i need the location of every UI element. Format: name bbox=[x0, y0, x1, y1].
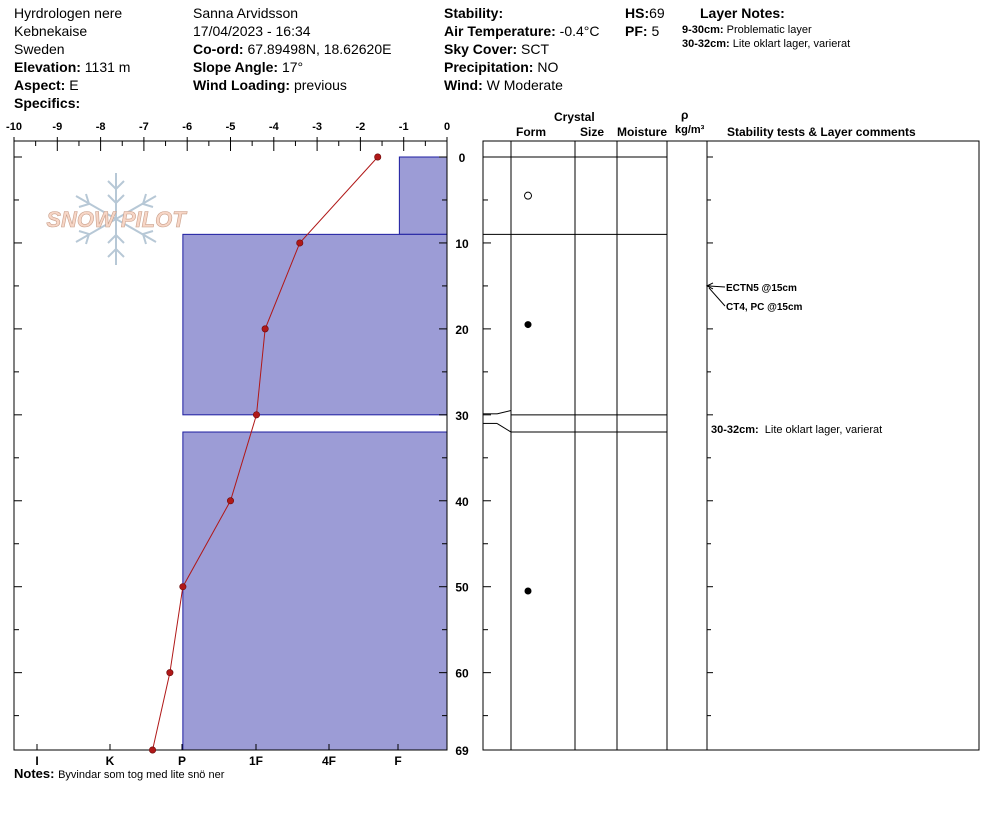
temperature-point bbox=[227, 498, 233, 504]
datetime: 17/04/2023 - 16:34 bbox=[193, 23, 311, 39]
pf: PF: 5 bbox=[625, 23, 660, 39]
temperature-point bbox=[262, 326, 268, 332]
right-plot-frame bbox=[483, 141, 979, 750]
temperature-point bbox=[167, 669, 173, 675]
temp-tick-label: -2 bbox=[355, 121, 366, 133]
temp-tick-label: -10 bbox=[6, 121, 22, 133]
hardness-tick-label: 1F bbox=[248, 754, 264, 768]
layer-connector bbox=[497, 411, 511, 414]
stability-test-2: CT4, PC @15cm bbox=[726, 302, 803, 313]
temp-tick-label: -4 bbox=[268, 121, 279, 133]
grain-open-circle-icon bbox=[525, 192, 532, 199]
temp-tick-label: 0 bbox=[443, 121, 451, 133]
depth-tick-label: 20 bbox=[455, 322, 469, 337]
depth-tick-label: 60 bbox=[455, 666, 469, 681]
elevation: Elevation: 1131 m bbox=[14, 59, 131, 75]
wind: Wind: W Moderate bbox=[444, 77, 563, 93]
temperature-point bbox=[149, 747, 155, 753]
depth-tick-label: 10 bbox=[455, 236, 469, 251]
wind-loading: Wind Loading: previous bbox=[193, 77, 347, 93]
stability: Stability: bbox=[444, 5, 504, 21]
area: Kebnekaise bbox=[14, 23, 88, 39]
coordinates: Co-ord: 67.89498N, 18.62620E bbox=[193, 41, 392, 57]
depth-tick-label: 50 bbox=[455, 580, 469, 595]
snowpilot-logo-text: SNOW PILOT bbox=[46, 207, 186, 232]
layer-note-1: 9-30cm: Problematic layer bbox=[682, 24, 812, 36]
air-temperature: Air Temperature: -0.4°C bbox=[444, 23, 600, 39]
grain-filled-circle-icon bbox=[525, 321, 532, 328]
temp-tick-label: -1 bbox=[398, 121, 409, 133]
specifics: Specifics: bbox=[14, 95, 81, 111]
temp-tick-label: -9 bbox=[52, 121, 63, 133]
depth-tick-label: 69 bbox=[455, 744, 469, 758]
hardness-layer-0 bbox=[399, 157, 447, 234]
stability-test-1: ECTN5 @15cm bbox=[726, 283, 797, 294]
depth-tick-label: 0 bbox=[458, 151, 466, 165]
hardness-layer-2 bbox=[183, 432, 447, 750]
hs: HS:69 bbox=[625, 5, 665, 21]
form-header: Form bbox=[516, 125, 546, 139]
temp-tick-label: -3 bbox=[312, 121, 322, 133]
country: Sweden bbox=[14, 41, 65, 57]
temperature-point bbox=[253, 412, 259, 418]
slope-angle: Slope Angle: 17° bbox=[193, 59, 304, 75]
temperature-point bbox=[375, 154, 381, 160]
hardness-tick-label: P bbox=[177, 754, 187, 768]
hardness-tick-label: F bbox=[394, 754, 402, 768]
depth-tick-label: 30 bbox=[455, 408, 469, 423]
moisture-header: Moisture bbox=[617, 125, 668, 139]
hardness-layer-1 bbox=[183, 234, 447, 414]
temperature-point bbox=[180, 584, 186, 590]
density-rho: ρ bbox=[681, 108, 689, 122]
hardness-tick-label: I bbox=[35, 754, 39, 768]
depth-tick-label: 40 bbox=[455, 494, 469, 509]
temperature-point bbox=[297, 240, 303, 246]
layer-comment: 30-32cm: Lite oklart lager, varierat bbox=[711, 424, 883, 436]
temp-tick-label: -6 bbox=[182, 121, 193, 133]
precipitation: Precipitation: NO bbox=[444, 59, 559, 75]
layer-connector bbox=[497, 423, 511, 432]
sky-cover: Sky Cover: SCT bbox=[444, 41, 550, 57]
stability-header: Stability tests & Layer comments bbox=[727, 125, 916, 139]
stability-arrow-2 bbox=[709, 288, 725, 306]
location: Hyrdrologen nere bbox=[14, 5, 123, 21]
temp-tick-label: -7 bbox=[139, 121, 149, 133]
layer-note-2: 30-32cm: Lite oklart lager, varierat bbox=[682, 38, 851, 50]
hardness-tick-label: 4F bbox=[321, 754, 337, 768]
grain-filled-circle-icon bbox=[525, 588, 532, 595]
notes: Notes: Byvindar som tog med lite snö ner bbox=[14, 766, 225, 781]
temp-tick-label: -5 bbox=[225, 121, 236, 133]
density-unit: kg/m³ bbox=[675, 124, 705, 136]
aspect: Aspect: E bbox=[14, 77, 79, 93]
layer-notes-title: Layer Notes: bbox=[700, 5, 785, 21]
crystal-header: Crystal bbox=[554, 110, 595, 124]
observer: Sanna Arvidsson bbox=[193, 5, 299, 21]
hardness-tick-label: K bbox=[105, 754, 115, 768]
size-header: Size bbox=[580, 125, 605, 139]
temp-tick-label: -8 bbox=[95, 121, 106, 133]
